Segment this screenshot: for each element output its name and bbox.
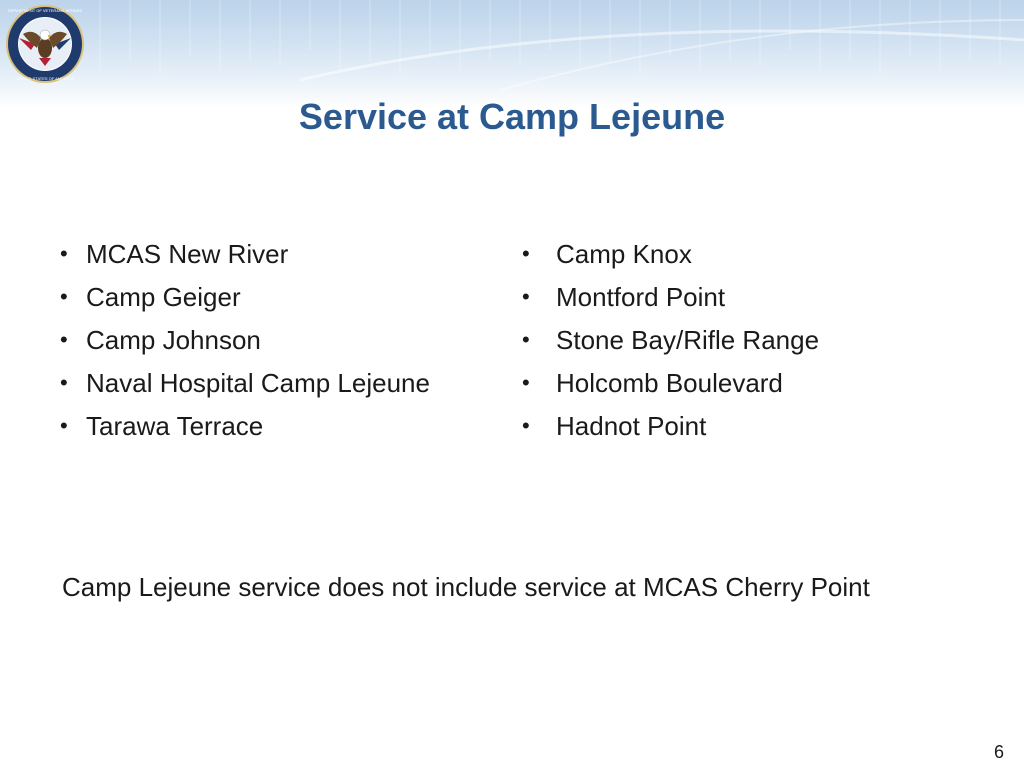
list-item: [58, 406, 430, 449]
list-item: [58, 320, 430, 363]
slide-title: Service at Camp Lejeune: [298, 96, 726, 137]
list-item-text: Holcomb Boulevard: [556, 368, 783, 398]
list-item: [58, 363, 430, 406]
bullet-icon: •: [522, 241, 530, 266]
list-item-text: Montford Point: [556, 282, 726, 312]
bullet-icon: •: [522, 284, 530, 309]
list-item: [520, 406, 819, 449]
bullet-icon: •: [522, 413, 530, 438]
seal-bottom-text: UNITED STATES OF AMERICA: [16, 76, 74, 81]
list-item: [58, 277, 430, 320]
list-item: [520, 320, 819, 363]
footnote-text: Camp Lejeune service does not include service at MCAS Cherry Point: [62, 572, 870, 602]
left-bullet-list: [58, 234, 430, 449]
bullet-icon: •: [60, 284, 68, 309]
page-number: 6: [993, 742, 1004, 762]
bullet-icon: •: [522, 327, 530, 352]
list-item-text: MCAS New River: [86, 239, 289, 269]
list-item: [58, 234, 430, 277]
va-seal-logo: [5, 4, 85, 84]
list-item: [520, 277, 819, 320]
bullet-icon: •: [60, 241, 68, 266]
bullet-icon: •: [60, 413, 68, 438]
list-item-text: Camp Johnson: [86, 325, 261, 355]
seal-top-text: DEPARTMENT OF VETERANS AFFAIRS: [7, 8, 83, 13]
list-item-text: Stone Bay/Rifle Range: [556, 325, 820, 355]
list-item-text: Hadnot Point: [556, 411, 707, 441]
bullet-icon: •: [60, 370, 68, 395]
header-banner: [0, 0, 1024, 108]
list-item-text: Tarawa Terrace: [86, 411, 264, 441]
bullet-icon: •: [522, 370, 530, 395]
banner-texture: [0, 0, 1024, 108]
bullet-icon: •: [60, 327, 68, 352]
list-item-text: Camp Knox: [556, 239, 692, 269]
list-item-text: Naval Hospital Camp Lejeune: [86, 368, 430, 398]
list-item-text: Camp Geiger: [86, 282, 241, 312]
list-item: [520, 234, 819, 277]
list-item: [520, 363, 819, 406]
right-bullet-list: [520, 234, 819, 449]
